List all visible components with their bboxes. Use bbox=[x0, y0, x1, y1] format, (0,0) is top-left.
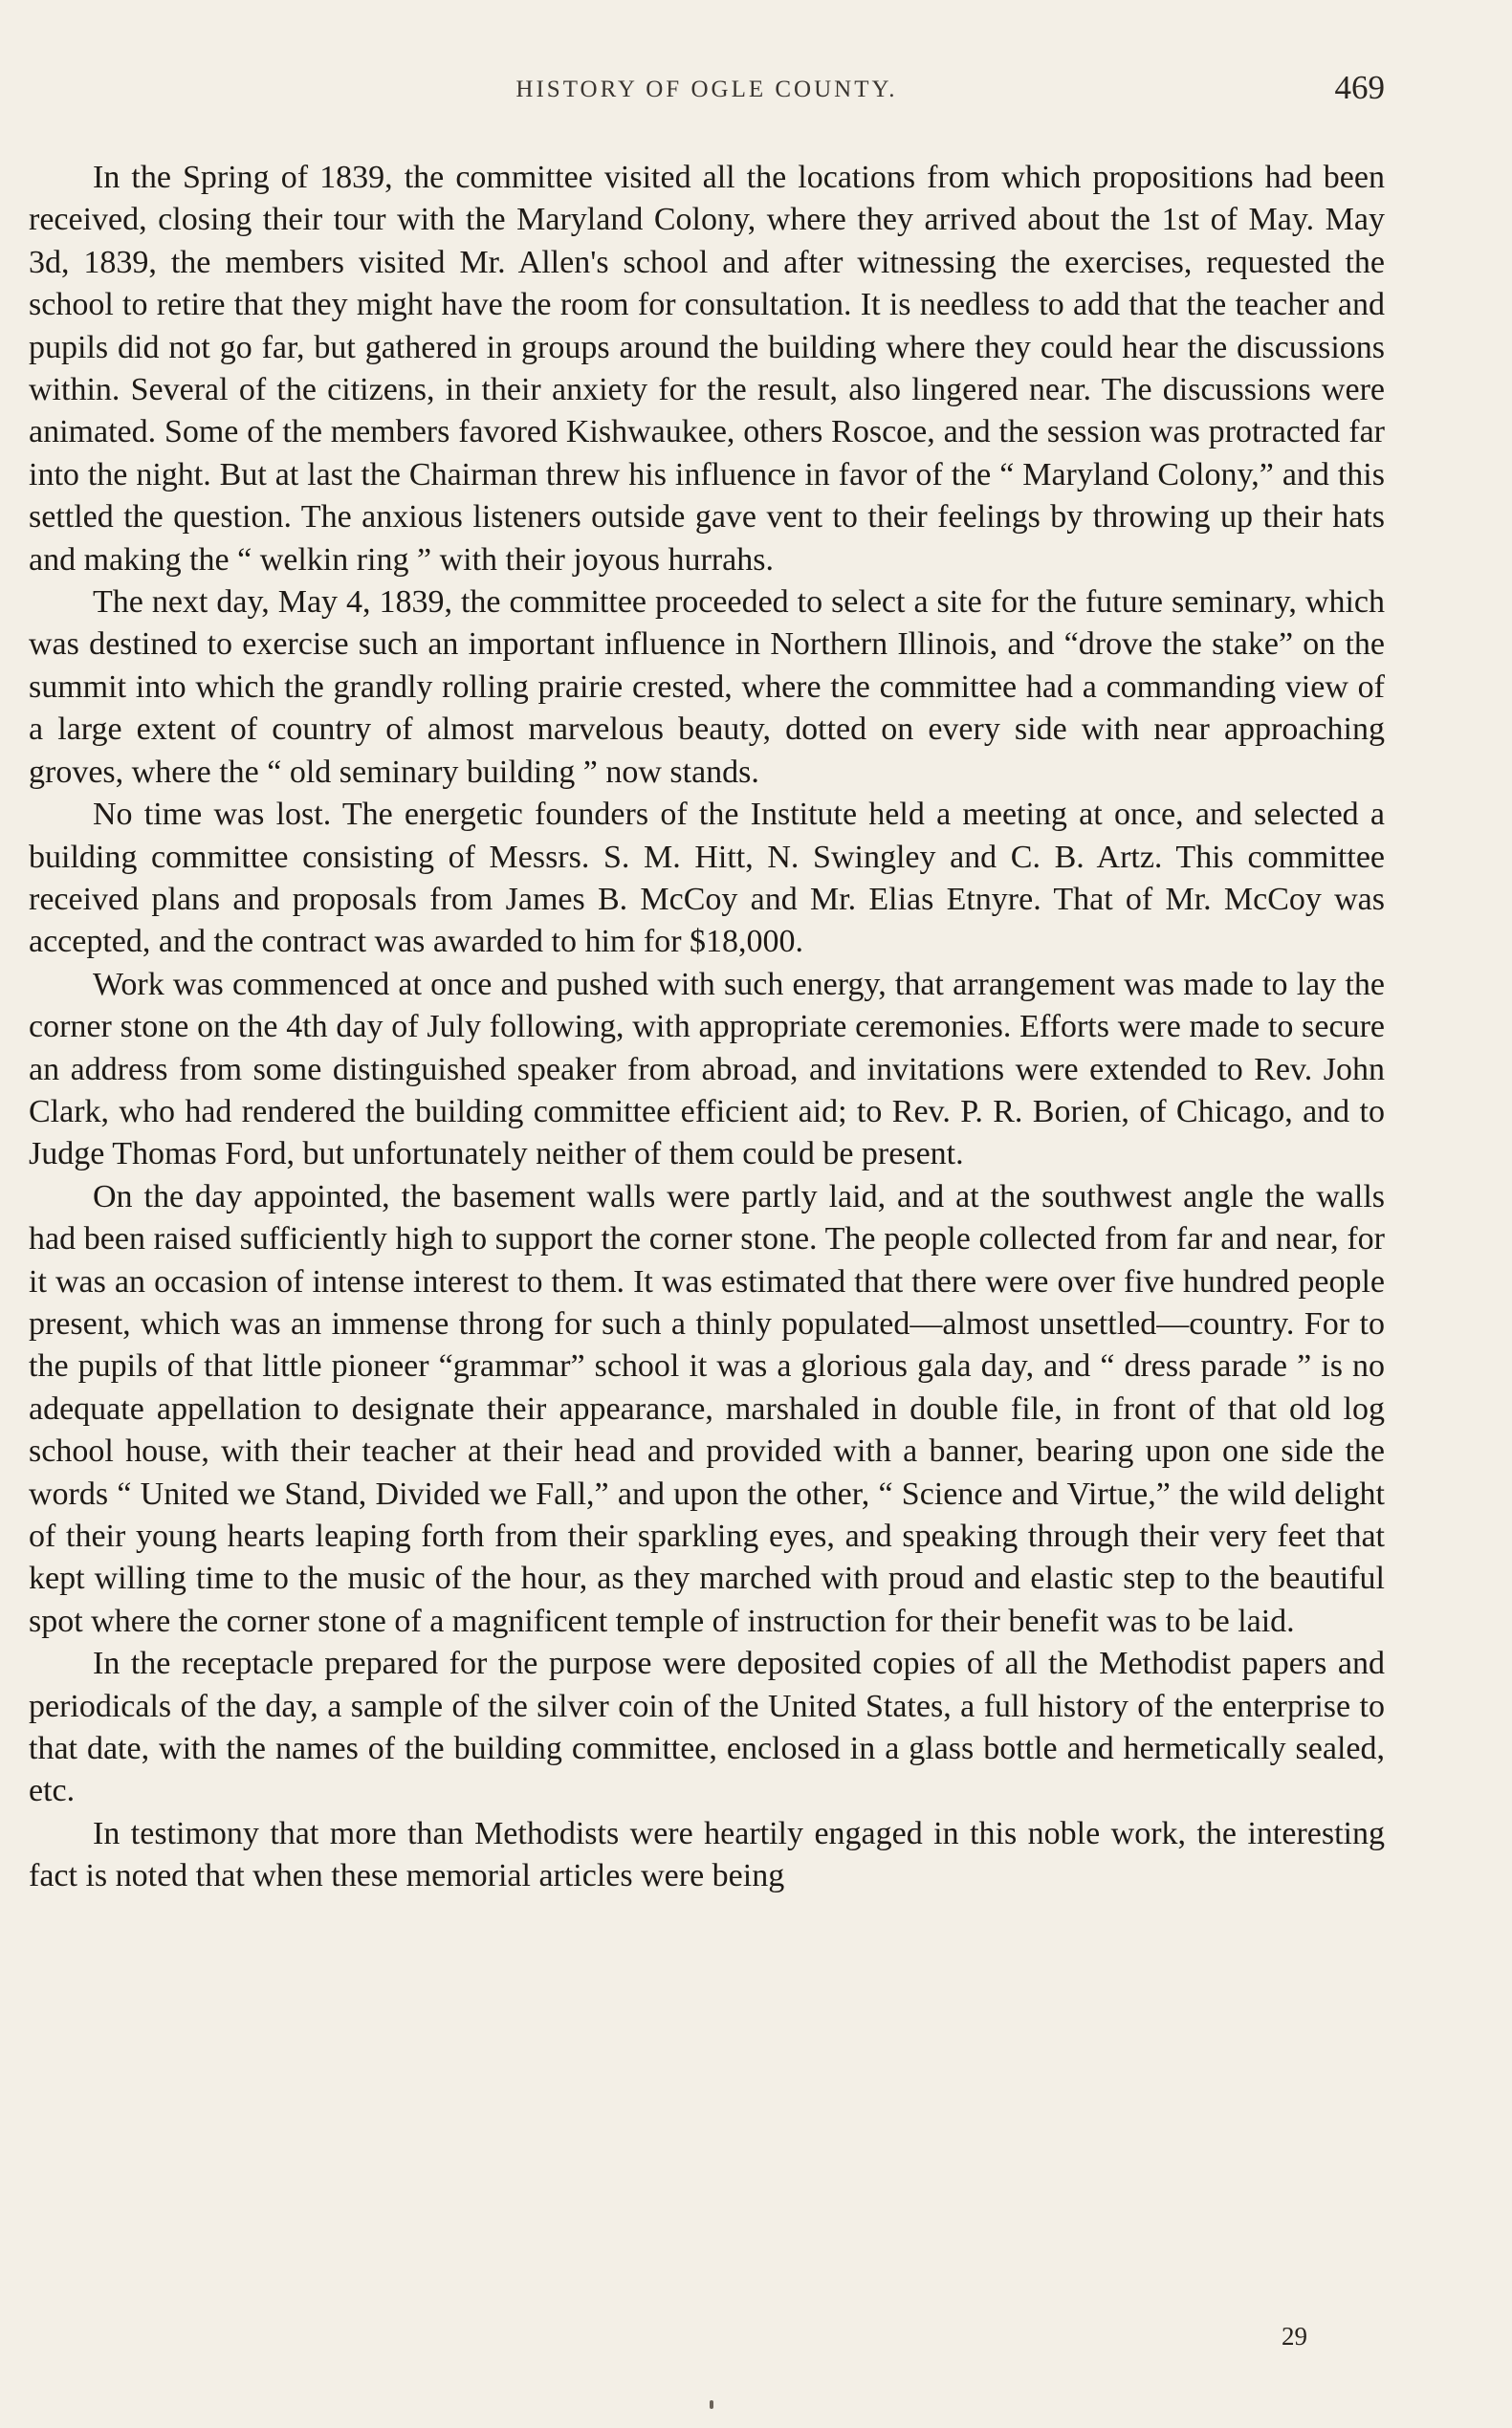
page-header bbox=[29, 69, 1385, 117]
paragraph: No time was lost. The energetic founders of the Institute held a meeting at once, and selected a building committee consisting of Messrs. S. M. Hitt, N. Swingley and C. B. Artz. This committee received plans and proposals from James B. McCoy and Mr. Elias Etnyre. That of Mr. McCoy was accepted, and the contract was awarded to him for $18,000. bbox=[29, 797, 1385, 960]
paragraph: In the receptacle prepared for the purpose were deposited copies of all the Methodist papers and periodicals of the day, a sample of the silver coin of the United States, a full history of the enterprise to that date, with the names of the building committee, enclosed in a glass bottle and hermetically sealed, etc. bbox=[29, 1646, 1385, 1809]
body-text bbox=[29, 157, 1385, 1898]
signature-mark: 29 bbox=[1282, 2322, 1307, 2351]
paragraph: On the day appointed, the basement walls were partly laid, and at the southwest angle the walls had been raised sufficiently high to support the corner stone. The people collected from far and near, for it was an occasion of intense interest to them. It was estimated that there were over five hundred people present, which was an immense throng for such a thinly populated—almost unsettled—country. For to the pupils of that little pioneer “grammar” school it was a glorious gala day, and “ dress parade ” is no adequate appellation to designate their appearance, marshaled in double file, in front of that old log school house, with their teacher at their head and provided with a banner, bearing upon one side the words “ United we Stand, Divided we Fall,” and upon the other, “ Science and Virtue,” the wild delight of their young hearts leaping forth from their sparkling eyes, and speaking through their very feet that kept willing time to the music of the hour, as they marched with proud and elastic step to the beautiful spot where the corner stone of a magnificent temple of instruction for their benefit was to be laid. bbox=[29, 1178, 1385, 1639]
print-speck bbox=[710, 2400, 713, 2409]
running-title: HISTORY OF OGLE COUNTY. bbox=[515, 77, 898, 102]
paragraph: In the Spring of 1839, the committee visited all the locations from which propositions had been received, closing their tour with the Maryland Colony, where they arrived about the 1st of May. May 3d, 1839, the members visited Mr. Allen's school and after witnessing the exercises, requested the school to retire that they might have the room for consultation. It is needless to add that the teacher and pupils did not go far, but gathered in groups around the building where they could hear the discussions within. Several of the citizens, in their anxiety for the result, also lingered near. The discussions were animated. Some of the members favored Kishwaukee, others Roscoe, and the session was protracted far into the night. But at last the Chairman threw his influence in favor of the “ Maryland Colony,” and this settled the question. The anxious listeners outside gave vent to their feelings by throwing up their hats and making the “ welkin ring ” with their joyous hurrahs. bbox=[29, 160, 1385, 578]
paragraph: Work was commenced at once and pushed with such energy, that arrangement was made to lay the corner stone on the 4th day of July following, with appropriate ceremonies. Efforts were made to secure an address from some distinguished speaker from abroad, and invitations were extended to Rev. John Clark, who had rendered the building committee efficient aid; to Rev. P. R. Borien, of Chicago, and to Judge Thomas Ford, but unfortunately neither of them could be present. bbox=[29, 966, 1385, 1172]
paragraph: In testimony that more than Methodists were heartily engaged in this noble work, the interesting fact is noted that when these memorial articles were being bbox=[29, 1815, 1385, 1894]
page-number: 469 bbox=[1334, 69, 1385, 106]
paragraph: The next day, May 4, 1839, the committee proceeded to select a site for the future seminary, which was destined to exercise such an important influence in Northern Illinois, and “drove the stake” on the summit into which the grandly rolling prairie crested, where the committee had a commanding view of a large extent of country of almost marvelous beauty, dotted on every side with near approaching groves, where the “ old seminary building ” now stands. bbox=[29, 584, 1385, 790]
